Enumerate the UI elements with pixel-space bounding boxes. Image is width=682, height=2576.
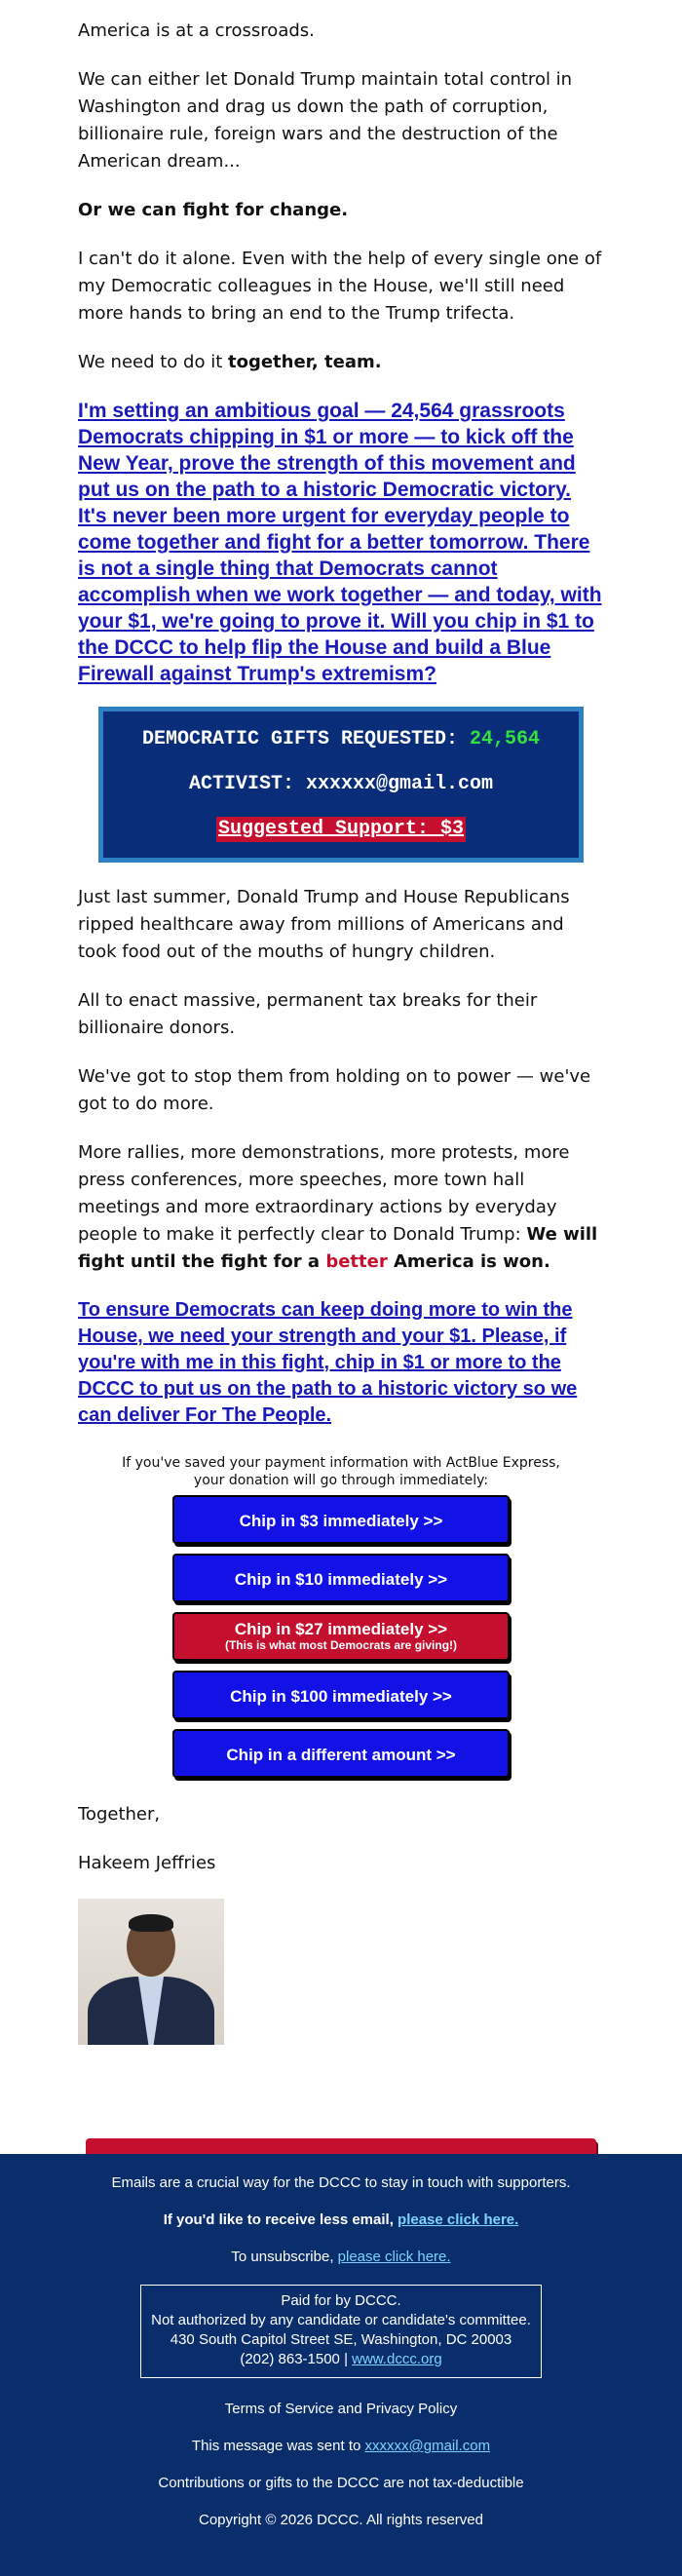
gifts-requested-count: 24,564 — [470, 728, 541, 750]
ask-link-strength[interactable]: To ensure Democrats can keep doing more to win the House, we need your strength and your $1. Please, if you're with me in this fight, chip in $1 or more to the DCCC to put us on the path to a historic victory so we can deliver For The People. — [78, 1299, 578, 1426]
together-bold: together, team. — [227, 352, 382, 372]
better-word: better — [325, 1251, 388, 1272]
suggested-support-link[interactable]: Suggested Support: $3 — [217, 818, 465, 840]
paragraph-stop-them: We've got to stop them from holding on to power — we've got to do more. — [78, 1066, 591, 1114]
email-body — [78, 0, 604, 2199]
activist-line — [103, 772, 579, 797]
together-prefix: We need to do it — [78, 352, 228, 372]
signoff-closing: Together, — [78, 1804, 161, 1825]
suggested-support-line — [103, 817, 579, 842]
paragraph-tax-breaks: All to enact massive, permanent tax breaks for their billionaire donors. — [78, 990, 538, 1038]
not-authorized: Not authorized by any candidate or candidate's committee. — [151, 2312, 531, 2328]
activist-label: ACTIVIST: — [188, 773, 306, 795]
footer-unsubscribe — [0, 2248, 682, 2267]
dccc-website-link[interactable]: www.dccc.org — [352, 2351, 442, 2367]
saved-note-line-1: If you've saved your payment information with ActBlue Express, — [122, 1455, 560, 1471]
activist-email: xxxxxx@gmail.com — [306, 773, 494, 795]
paragraph-fight-change: Or we can fight for change. — [78, 200, 349, 220]
footer-tax-note: Contributions or gifts to the DCCC are not tax-deductible — [158, 2475, 524, 2491]
chip-in-3-button[interactable]: Chip in $3 immediately >> — [172, 1495, 510, 1544]
dccc-contact — [141, 2350, 541, 2369]
chip-in-27-subtext: (This is what most Democrats are giving!) — [224, 1638, 458, 1652]
paragraph-together-team — [78, 349, 604, 376]
paragraph-crossroads: America is at a crossroads. — [78, 20, 315, 41]
footer-crucial-way: Emails are a crucial way for the DCCC to stay in touch with supporters. — [111, 2174, 571, 2191]
terms-privacy-link[interactable]: Terms of Service and Privacy Policy — [224, 2401, 458, 2417]
paragraph-cant-do-alone: I can't do it alone. Even with the help of every single one of my Democratic colleagues in the House, we'll still need more hands to bring an end to the Trump trifecta. — [78, 249, 602, 324]
paid-for-by: Paid for by DCCC. — [281, 2292, 401, 2309]
footer — [0, 2154, 682, 2576]
sent-to-text: This message was sent to — [191, 2438, 365, 2454]
paragraph-healthcare: Just last summer, Donald Trump and House Republicans ripped healthcare away from millions of Americans and took food out of the mouths of hungry children. — [78, 887, 570, 962]
footer-less-email — [0, 2211, 682, 2230]
unsubscribe-text: To unsubscribe, — [231, 2249, 338, 2265]
footer-sent-to — [0, 2437, 682, 2456]
paragraph-more-actions — [78, 1139, 604, 1276]
portrait-hair — [129, 1914, 173, 1932]
gifts-requested-line — [103, 727, 579, 752]
ask-link-goal[interactable]: I'm setting an ambitious goal — 24,564 grassroots Democrats chipping in $1 or more — to kick off the New Year, prove the strength of this movement and put us on the path to a historic Democratic victory. It's never been more urgent for everyday people to come together and fight for a better tomorrow. There is not a single thing that Democrats cannot accomplish when we work together — and today, with your $1, we're going to prove it. Will you chip in $1 to the DCCC to help flip the House and build a Blue Firewall against Trump's extremism? — [78, 400, 602, 685]
less-email-link[interactable]: please click here. — [398, 2211, 519, 2228]
more-actions-text: More rallies, more demonstrations, more protests, more press conferences, more speeches, more town hall meetings and more extraordinary actions by everyday people to make it perfectly clear to Donald Trump: — [78, 1142, 570, 1245]
footer-copyright: Copyright © 2026 DCCC. All rights reserved — [198, 2512, 483, 2528]
chip-in-27-button[interactable] — [172, 1612, 510, 1661]
less-email-text: If you'd like to receive less email, — [163, 2211, 398, 2228]
chip-in-10-button[interactable]: Chip in $10 immediately >> — [172, 1554, 510, 1602]
america-won-text: America is won. — [387, 1251, 550, 1272]
dccc-phone: (202) 863-1500 | — [240, 2351, 353, 2367]
saved-note-line-2: your donation will go through immediately: — [193, 1473, 489, 1488]
signoff-name: Hakeem Jeffries — [78, 1853, 216, 1873]
paid-for-by-box — [140, 2285, 542, 2378]
chip-in-100-button[interactable]: Chip in $100 immediately >> — [172, 1671, 510, 1719]
actblue-saved-note — [78, 1454, 604, 1489]
gift-request-box[interactable] — [98, 707, 584, 863]
dccc-address: 430 South Capitol Street SE, Washington, DC 20003 — [170, 2331, 512, 2348]
fight-until-text: We will fight until the fight for a — [78, 1224, 598, 1272]
chip-in-27-label: Chip in $27 immediately >> — [234, 1620, 448, 1638]
hakeem-jeffries-photo — [78, 1899, 224, 2045]
sent-to-email-link[interactable]: xxxxxx@gmail.com — [364, 2438, 491, 2454]
chip-in-other-button[interactable]: Chip in a different amount >> — [172, 1729, 510, 1778]
unsubscribe-link[interactable]: please click here. — [337, 2249, 451, 2265]
gifts-requested-label: DEMOCRATIC GIFTS REQUESTED: — [141, 728, 471, 750]
paragraph-trump-control: We can either let Donald Trump maintain total control in Washington and drag us down the path of corruption, billionaire rule, foreign wars and the destruction of the American dream... — [78, 69, 573, 172]
